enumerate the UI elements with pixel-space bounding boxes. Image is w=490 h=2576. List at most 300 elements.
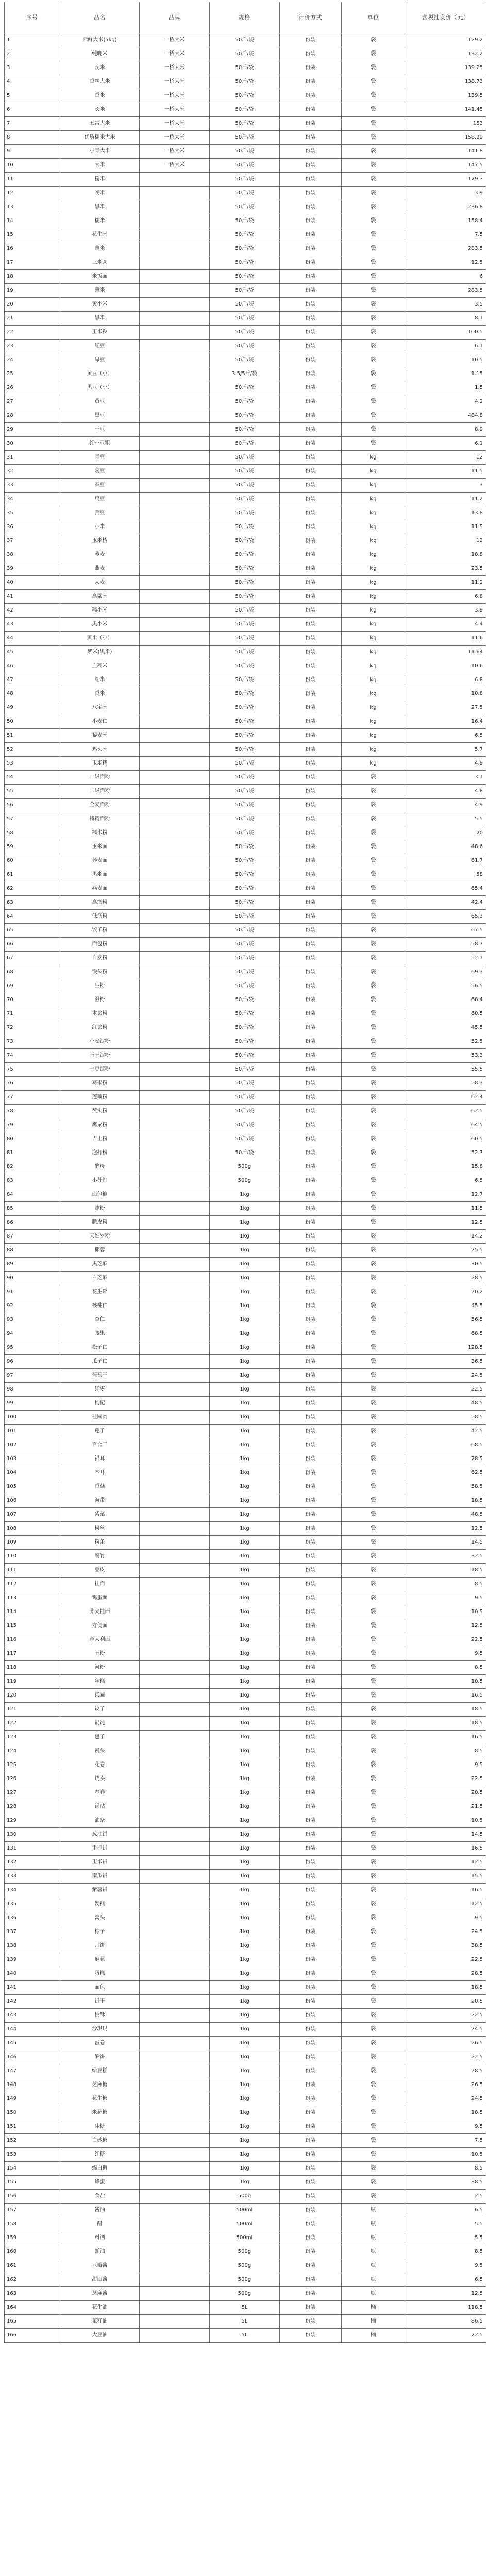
cell-pricing-method: 份装	[280, 659, 342, 673]
cell-seq: 29	[5, 423, 60, 437]
table-row	[5, 395, 486, 409]
cell-brand	[140, 2315, 210, 2329]
table-row	[5, 2064, 486, 2078]
cell-brand	[140, 1884, 210, 1897]
table-row	[5, 103, 486, 117]
cell-unit: 袋	[342, 1327, 405, 1341]
cell-spec: 500g	[210, 2190, 280, 2204]
cell-seq: 165	[5, 2315, 60, 2329]
cell-name: 饺子	[60, 1703, 140, 1717]
cell-seq: 157	[5, 2204, 60, 2217]
cell-pricing-method: 份装	[280, 1744, 342, 1758]
cell-seq: 85	[5, 1202, 60, 1216]
cell-brand	[140, 1508, 210, 1522]
cell-unit: 袋	[342, 1230, 405, 1244]
cell-seq: 96	[5, 1355, 60, 1369]
cell-brand	[140, 534, 210, 548]
cell-spec: 50斤/袋	[210, 1063, 280, 1077]
cell-pricing-method: 份装	[280, 1369, 342, 1383]
table-row	[5, 924, 486, 938]
cell-seq: 20	[5, 298, 60, 312]
cell-pricing-method: 份装	[280, 1188, 342, 1202]
cell-spec: 1kg	[210, 1842, 280, 1856]
cell-spec: 50斤/袋	[210, 1077, 280, 1091]
cell-pricing-method: 份装	[280, 729, 342, 743]
cell-price: 10.5	[405, 2148, 486, 2162]
cell-name: 一级面粉	[60, 771, 140, 785]
cell-name: 馒头粉	[60, 965, 140, 979]
cell-name: 河粉	[60, 1661, 140, 1675]
cell-spec: 50斤/袋	[210, 646, 280, 659]
cell-spec: 50斤/袋	[210, 1007, 280, 1021]
cell-brand	[140, 1397, 210, 1411]
column-header-seq: 序号	[5, 2, 60, 33]
cell-brand	[140, 1619, 210, 1633]
cell-pricing-method: 份装	[280, 409, 342, 423]
table-row	[5, 1897, 486, 1911]
cell-spec: 50斤/袋	[210, 799, 280, 812]
cell-brand	[140, 173, 210, 187]
cell-name: 红薯粉	[60, 1021, 140, 1035]
cell-unit: 袋	[342, 1842, 405, 1856]
cell-spec: 1kg	[210, 2092, 280, 2106]
cell-seq: 10	[5, 159, 60, 173]
cell-pricing-method: 份装	[280, 979, 342, 993]
cell-seq: 102	[5, 1438, 60, 1452]
cell-unit: 袋	[342, 2134, 405, 2148]
cell-pricing-method: 份装	[280, 1383, 342, 1397]
cell-name: 食盐	[60, 2190, 140, 2204]
cell-spec: 500ml	[210, 2204, 280, 2217]
cell-unit: 袋	[342, 840, 405, 854]
cell-name: 全麦面粉	[60, 799, 140, 812]
cell-unit: 袋	[342, 284, 405, 298]
cell-pricing-method: 份装	[280, 590, 342, 604]
cell-spec: 1kg	[210, 1508, 280, 1522]
cell-seq: 82	[5, 1160, 60, 1174]
cell-name: 黄豆（小）	[60, 367, 140, 381]
cell-pricing-method: 份装	[280, 200, 342, 214]
cell-spec: 1kg	[210, 1578, 280, 1591]
cell-brand	[140, 1035, 210, 1049]
cell-spec: 1kg	[210, 1995, 280, 2009]
cell-spec: 1kg	[210, 1397, 280, 1411]
cell-price: 5.7	[405, 743, 486, 757]
cell-unit: kg	[342, 576, 405, 590]
cell-price: 141.45	[405, 103, 486, 117]
cell-pricing-method: 份装	[280, 1758, 342, 1772]
cell-seq: 16	[5, 242, 60, 256]
cell-price: 20.2	[405, 1285, 486, 1299]
table-row	[5, 701, 486, 715]
cell-unit: kg	[342, 673, 405, 687]
cell-seq: 77	[5, 1091, 60, 1105]
cell-brand	[140, 993, 210, 1007]
cell-brand	[140, 1007, 210, 1021]
cell-unit: 袋	[342, 1341, 405, 1355]
cell-price: 141.8	[405, 145, 486, 159]
cell-unit: 桶	[342, 2301, 405, 2315]
cell-seq: 155	[5, 2176, 60, 2190]
cell-name: 粉丝	[60, 1522, 140, 1536]
table-row	[5, 2092, 486, 2106]
cell-seq: 130	[5, 1828, 60, 1842]
cell-name: 豆皮	[60, 1564, 140, 1578]
cell-pricing-method: 份装	[280, 367, 342, 381]
cell-pricing-method: 份装	[280, 1717, 342, 1731]
cell-price: 3.1	[405, 771, 486, 785]
cell-spec: 50斤/袋	[210, 868, 280, 882]
cell-price: 23.5	[405, 562, 486, 576]
cell-name: 黑米	[60, 200, 140, 214]
cell-seq: 105	[5, 1480, 60, 1494]
cell-unit: 袋	[342, 1870, 405, 1884]
cell-price: 68.5	[405, 1438, 486, 1452]
table-row	[5, 2231, 486, 2245]
cell-price: 45.5	[405, 1021, 486, 1035]
cell-name: 大麦	[60, 576, 140, 590]
cell-pricing-method: 份装	[280, 298, 342, 312]
cell-spec: 50斤/袋	[210, 785, 280, 799]
cell-pricing-method: 份装	[280, 1508, 342, 1522]
cell-name: 香菇	[60, 1480, 140, 1494]
cell-pricing-method: 份装	[280, 1911, 342, 1925]
cell-unit: 瓶	[342, 2204, 405, 2217]
cell-seq: 122	[5, 1717, 60, 1731]
table-row	[5, 548, 486, 562]
cell-brand	[140, 548, 210, 562]
cell-unit: 袋	[342, 1091, 405, 1105]
cell-unit: kg	[342, 604, 405, 618]
cell-price: 11.5	[405, 465, 486, 479]
cell-brand	[140, 812, 210, 826]
cell-spec: 50斤/袋	[210, 89, 280, 103]
cell-spec: 1kg	[210, 1536, 280, 1550]
cell-brand	[140, 854, 210, 868]
cell-brand	[140, 2273, 210, 2287]
cell-price: 8.5	[405, 1578, 486, 1591]
cell-unit: 袋	[342, 1772, 405, 1786]
cell-seq: 153	[5, 2148, 60, 2162]
cell-pricing-method: 份装	[280, 1647, 342, 1661]
table-row	[5, 1244, 486, 1258]
cell-name: 瓜子仁	[60, 1355, 140, 1369]
cell-price: 18.8	[405, 548, 486, 562]
cell-seq: 166	[5, 2329, 60, 2343]
cell-spec: 1kg	[210, 1884, 280, 1897]
cell-brand	[140, 1731, 210, 1744]
cell-seq: 164	[5, 2301, 60, 2315]
cell-pricing-method: 份装	[280, 2064, 342, 2078]
cell-unit: 袋	[342, 2176, 405, 2190]
table-row	[5, 1230, 486, 1244]
cell-brand	[140, 326, 210, 340]
cell-name: 红米	[60, 673, 140, 687]
cell-seq: 39	[5, 562, 60, 576]
cell-brand	[140, 604, 210, 618]
cell-brand	[140, 2078, 210, 2092]
cell-name: 晚米	[60, 187, 140, 200]
cell-pricing-method: 份装	[280, 2148, 342, 2162]
cell-price: 28.5	[405, 2064, 486, 2078]
cell-seq: 25	[5, 367, 60, 381]
cell-brand	[140, 1411, 210, 1425]
table-row	[5, 799, 486, 812]
cell-price: 18.5	[405, 1494, 486, 1508]
cell-price: 11.5	[405, 1202, 486, 1216]
cell-seq: 143	[5, 2009, 60, 2023]
cell-unit: 袋	[342, 1160, 405, 1174]
cell-unit: 袋	[342, 1703, 405, 1717]
cell-pricing-method: 份装	[280, 938, 342, 952]
cell-price: 14.5	[405, 1536, 486, 1550]
cell-name: 大米	[60, 159, 140, 173]
cell-brand	[140, 1425, 210, 1438]
cell-name: 葛根粉	[60, 1077, 140, 1091]
cell-seq: 35	[5, 506, 60, 520]
cell-unit: 袋	[342, 1494, 405, 1508]
cell-seq: 107	[5, 1508, 60, 1522]
cell-seq: 60	[5, 854, 60, 868]
cell-pricing-method: 份装	[280, 1244, 342, 1258]
cell-name: 南瓜饼	[60, 1870, 140, 1884]
cell-spec: 500ml	[210, 2231, 280, 2245]
cell-brand	[140, 1258, 210, 1272]
cell-spec: 1kg	[210, 1828, 280, 1842]
cell-pricing-method: 份装	[280, 1550, 342, 1564]
cell-name: 豌豆	[60, 465, 140, 479]
cell-pricing-method: 份装	[280, 1605, 342, 1619]
table-row	[5, 1939, 486, 1953]
table-row	[5, 493, 486, 506]
cell-price: 38.5	[405, 1939, 486, 1953]
cell-price: 72.5	[405, 2329, 486, 2343]
cell-pricing-method: 份装	[280, 145, 342, 159]
cell-brand: 一桥大米	[140, 89, 210, 103]
cell-unit: 袋	[342, 61, 405, 75]
cell-price: 12.5	[405, 1216, 486, 1230]
cell-unit: 袋	[342, 1411, 405, 1425]
cell-brand	[140, 2009, 210, 2023]
cell-brand	[140, 882, 210, 896]
table-row	[5, 173, 486, 187]
table-row	[5, 1619, 486, 1633]
cell-name: 香丝大米	[60, 75, 140, 89]
cell-spec: 1kg	[210, 1230, 280, 1244]
cell-unit: 袋	[342, 1925, 405, 1939]
table-row	[5, 868, 486, 882]
cell-brand	[140, 1369, 210, 1383]
cell-brand	[140, 1452, 210, 1466]
cell-price: 10.5	[405, 1675, 486, 1689]
cell-pricing-method: 份装	[280, 1272, 342, 1285]
cell-spec: 50斤/袋	[210, 673, 280, 687]
cell-name: 酵母	[60, 1160, 140, 1174]
cell-unit: 袋	[342, 1188, 405, 1202]
cell-name: 意大利面	[60, 1633, 140, 1647]
cell-pricing-method: 份装	[280, 1633, 342, 1647]
cell-seq: 135	[5, 1897, 60, 1911]
table-row	[5, 2315, 486, 2329]
cell-pricing-method: 份装	[280, 1939, 342, 1953]
cell-pricing-method: 份装	[280, 1411, 342, 1425]
cell-price: 20.5	[405, 1995, 486, 2009]
cell-price: 16.5	[405, 1689, 486, 1703]
cell-seq: 123	[5, 1731, 60, 1744]
cell-seq: 90	[5, 1272, 60, 1285]
cell-name: 脆皮粉	[60, 1216, 140, 1230]
cell-seq: 141	[5, 1981, 60, 1995]
price-table	[4, 2, 486, 2343]
cell-price: 2.5	[405, 2190, 486, 2204]
cell-price: 4.9	[405, 799, 486, 812]
cell-price: 3.5	[405, 298, 486, 312]
cell-brand	[140, 1313, 210, 1327]
cell-pricing-method: 份装	[280, 785, 342, 799]
cell-name: 三米粥	[60, 256, 140, 270]
cell-seq: 115	[5, 1619, 60, 1633]
table-row	[5, 576, 486, 590]
cell-name: 油条	[60, 1814, 140, 1828]
cell-spec: 1kg	[210, 1619, 280, 1633]
cell-brand	[140, 1939, 210, 1953]
cell-brand: 一桥大米	[140, 47, 210, 61]
cell-seq: 46	[5, 659, 60, 673]
cell-pricing-method: 份装	[280, 687, 342, 701]
cell-pricing-method: 份装	[280, 2092, 342, 2106]
cell-spec: 1kg	[210, 1202, 280, 1216]
cell-name: 小苏打	[60, 1174, 140, 1188]
cell-spec: 1kg	[210, 1870, 280, 1884]
cell-unit: 瓶	[342, 2245, 405, 2259]
cell-unit: kg	[342, 687, 405, 701]
cell-seq: 120	[5, 1689, 60, 1703]
cell-brand	[140, 1272, 210, 1285]
cell-pricing-method: 份装	[280, 1564, 342, 1578]
cell-name: 锅贴	[60, 1800, 140, 1814]
cell-seq: 113	[5, 1591, 60, 1605]
cell-spec: 1kg	[210, 1605, 280, 1619]
cell-pricing-method: 份装	[280, 812, 342, 826]
cell-seq: 134	[5, 1884, 60, 1897]
cell-unit: 袋	[342, 785, 405, 799]
table-row	[5, 1160, 486, 1174]
cell-name: 绵白糖	[60, 2162, 140, 2176]
table-row	[5, 1953, 486, 1967]
cell-name: 玉米面	[60, 840, 140, 854]
cell-brand	[140, 910, 210, 924]
table-row	[5, 1842, 486, 1856]
cell-spec: 1kg	[210, 1466, 280, 1480]
cell-unit: kg	[342, 632, 405, 646]
cell-seq: 71	[5, 1007, 60, 1021]
cell-unit: 袋	[342, 437, 405, 451]
cell-name: 白芝麻	[60, 1272, 140, 1285]
cell-spec: 1kg	[210, 1981, 280, 1995]
cell-pricing-method: 份装	[280, 103, 342, 117]
cell-seq: 8	[5, 131, 60, 145]
cell-seq: 73	[5, 1035, 60, 1049]
cell-name: 沙琪玛	[60, 2023, 140, 2037]
cell-pricing-method: 份装	[280, 47, 342, 61]
cell-price: 28.5	[405, 1272, 486, 1285]
cell-price: 11.5	[405, 520, 486, 534]
cell-name: 鸡头米	[60, 743, 140, 757]
cell-unit: 袋	[342, 924, 405, 938]
table-row	[5, 1564, 486, 1578]
cell-name: 黑豆	[60, 409, 140, 423]
cell-seq: 140	[5, 1967, 60, 1981]
cell-seq: 80	[5, 1132, 60, 1146]
cell-price: 138.73	[405, 75, 486, 89]
cell-seq: 26	[5, 381, 60, 395]
cell-pricing-method: 份装	[280, 1480, 342, 1494]
cell-seq: 36	[5, 520, 60, 534]
cell-seq: 88	[5, 1244, 60, 1258]
cell-price: 3	[405, 479, 486, 493]
cell-unit: 袋	[342, 1995, 405, 2009]
cell-spec: 1kg	[210, 1814, 280, 1828]
cell-price: 3.9	[405, 187, 486, 200]
cell-price: 9.5	[405, 2259, 486, 2273]
cell-brand	[140, 1174, 210, 1188]
cell-name: 菜籽油	[60, 2315, 140, 2329]
cell-unit: kg	[342, 451, 405, 465]
table-row	[5, 423, 486, 437]
cell-spec: 50斤/袋	[210, 117, 280, 131]
table-row	[5, 1063, 486, 1077]
cell-pricing-method: 份装	[280, 423, 342, 437]
cell-brand	[140, 1063, 210, 1077]
cell-pricing-method: 份装	[280, 2301, 342, 2315]
cell-name: 月饼	[60, 1939, 140, 1953]
cell-spec: 50斤/袋	[210, 576, 280, 590]
cell-pricing-method: 份装	[280, 2009, 342, 2023]
cell-price: 5.5	[405, 812, 486, 826]
cell-brand	[140, 1202, 210, 1216]
cell-pricing-method: 份装	[280, 479, 342, 493]
cell-unit: 袋	[342, 1744, 405, 1758]
cell-pricing-method: 份装	[280, 2204, 342, 2217]
table-row	[5, 284, 486, 298]
cell-pricing-method: 份装	[280, 896, 342, 910]
cell-pricing-method: 份装	[280, 673, 342, 687]
cell-pricing-method: 份装	[280, 493, 342, 506]
cell-seq: 152	[5, 2134, 60, 2148]
table-row	[5, 938, 486, 952]
cell-name: 酱油	[60, 2204, 140, 2217]
table-row	[5, 2078, 486, 2092]
cell-seq: 37	[5, 534, 60, 548]
cell-brand	[140, 1118, 210, 1132]
cell-pricing-method: 份装	[280, 1466, 342, 1480]
cell-brand	[140, 1828, 210, 1842]
cell-unit: 瓶	[342, 2287, 405, 2301]
cell-price: 24.5	[405, 1925, 486, 1939]
cell-spec: 500g	[210, 2245, 280, 2259]
cell-name: 花卷	[60, 1758, 140, 1772]
cell-spec: 1kg	[210, 1425, 280, 1438]
cell-unit: 袋	[342, 1758, 405, 1772]
cell-brand	[140, 1146, 210, 1160]
table-row	[5, 896, 486, 910]
cell-spec: 50斤/袋	[210, 75, 280, 89]
cell-seq: 61	[5, 868, 60, 882]
cell-brand	[140, 1341, 210, 1355]
cell-price: 55.5	[405, 1063, 486, 1077]
cell-price: 24.5	[405, 2023, 486, 2037]
cell-unit: 袋	[342, 2050, 405, 2064]
